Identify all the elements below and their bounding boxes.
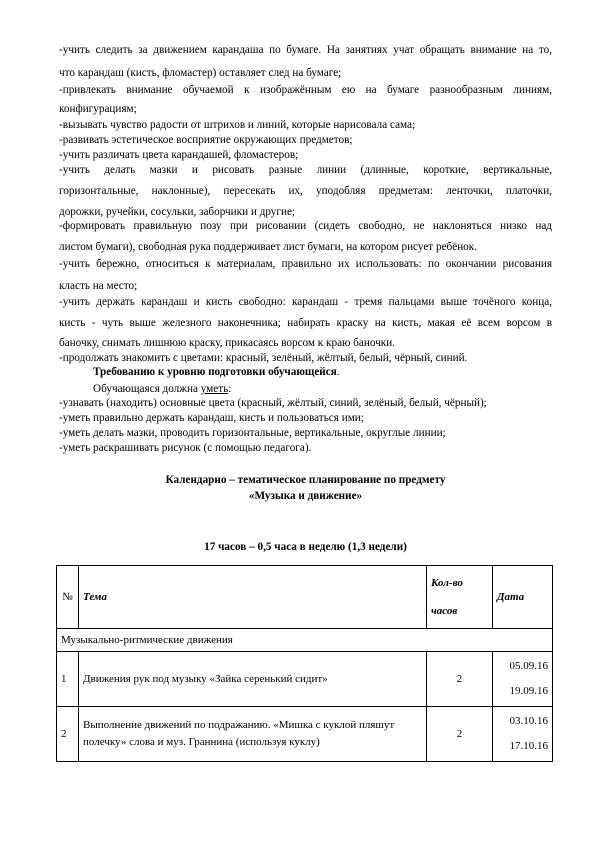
row-topic-line: Выполнение движений по подражанию. «Мишка с куклой пляшут — [83, 719, 395, 731]
section-row — [57, 629, 553, 652]
row-hours: 2 — [427, 707, 493, 762]
row-topic — [79, 707, 427, 762]
table-row — [57, 707, 553, 762]
row-date: 05.09.16 — [509, 660, 548, 672]
row-date: 03.10.16 — [509, 715, 548, 727]
text-line: -продолжать знакомить с цветами: красный, зелёный, жёлтый, белый, чёрный, синий. — [59, 352, 468, 364]
requirements-heading-text: Требованию к уровню подготовки обучающейся — [93, 366, 337, 378]
text-line: что карандаш (кисть, фломастер) оставляет след на бумаге; — [59, 67, 342, 79]
intro-word: уметь — [200, 383, 229, 395]
section-title: Музыкально-ритмические движения — [57, 629, 553, 652]
requirement-item: -узнавать (находить) основные цвета (красный, жёлтый, синий, зелёный, белый, чёрный); — [59, 397, 487, 409]
row-dates — [493, 707, 553, 762]
row-topic — [79, 652, 427, 707]
header-hours-a: Кол-во — [431, 577, 463, 589]
header-date: Дата — [493, 566, 553, 629]
text-line: баночку, снимать лишнюю краску, прикасаясь ворсом к краю баночки. — [59, 337, 395, 349]
requirements-heading — [93, 366, 552, 379]
table-row — [57, 652, 553, 707]
header-hours — [427, 566, 493, 629]
heading-period: . — [336, 366, 340, 378]
table-header-row — [57, 566, 553, 629]
subject-title: «Музыка и движение» — [248, 490, 363, 502]
text-line: -учить держать карандаш и кисть свободно: карандаш - тремя пальцами выше точёного конца, — [59, 296, 552, 308]
plan-title: Календарно – тематическое планирование по предмету — [165, 474, 446, 486]
text-line: класть на место; — [59, 280, 138, 292]
text-line: листом бумаги), свободная рука поддерживает лист бумаги, на котором рисует ребёнок. — [59, 241, 478, 253]
header-hours-b: часов — [431, 605, 458, 617]
header-num: № — [57, 566, 79, 629]
hours-summary: 17 часов – 0,5 часа в неделю (1,3 недели) — [204, 541, 407, 553]
row-num: 2 — [57, 707, 79, 762]
row-date: 17.10.16 — [509, 740, 548, 752]
row-date: 19.09.16 — [509, 685, 548, 697]
intro-prefix: Обучающаяся должна — [93, 383, 201, 395]
row-topic-line: Движения рук под музыку «Зайка серенький сидит» — [83, 673, 328, 685]
text-line: -учить следить за движением карандаша по бумаге. На занятиях учат обращать внимание на то, — [59, 44, 552, 56]
row-num: 1 — [57, 652, 79, 707]
row-topic-line: полечку» слова и муз. Граннина (используя куклу) — [83, 736, 320, 748]
text-line: -формировать правильную позу при рисовании (сидеть свободно, не наклоняться низко над — [59, 220, 552, 232]
text-line: -учить различать цвета карандашей, фломастеров; — [59, 149, 299, 161]
row-hours: 2 — [427, 652, 493, 707]
text-line: -учить делать мазки и рисовать разные линии (длинные, короткие, вертикальные, — [59, 164, 552, 176]
text-line: дорожки, ручейки, сосульки, заборчики и другие; — [59, 206, 296, 218]
requirement-item: -уметь правильно держать карандаш, кисть и пользоваться ими; — [59, 412, 364, 424]
requirement-item: -уметь раскрашивать рисунок (с помощью педагога). — [59, 442, 312, 454]
text-line: -учить бережно, относиться к материалам, правильно их использовать: по окончании рисования — [59, 258, 552, 270]
requirement-item: -уметь делать мазки, проводить горизонтальные, вертикальные, округлые линии; — [59, 427, 446, 439]
text-line: -вызывать чувство радости от штрихов и линий, которые нарисовала сама; — [59, 119, 416, 131]
requirements-intro — [93, 383, 552, 396]
row-dates — [493, 652, 553, 707]
header-topic: Тема — [79, 566, 427, 629]
text-line: -привлекать внимание обучаемой к изображённым ею на бумаге разнообразным линиям, — [59, 84, 552, 96]
text-line: конфигурациям; — [59, 103, 137, 115]
text-line: горизонтальные, наклонные), пересекать их, уподобляя предметам: ленточки, платочки, — [59, 185, 552, 197]
intro-colon: : — [228, 383, 232, 395]
plan-table — [56, 565, 553, 762]
text-line: кисть - чуть выше железного наконечника; набирать краску на кисть, макая её всем ворсом в — [59, 317, 552, 329]
text-line: -развивать эстетическое восприятие окружающих предметов; — [59, 134, 353, 146]
